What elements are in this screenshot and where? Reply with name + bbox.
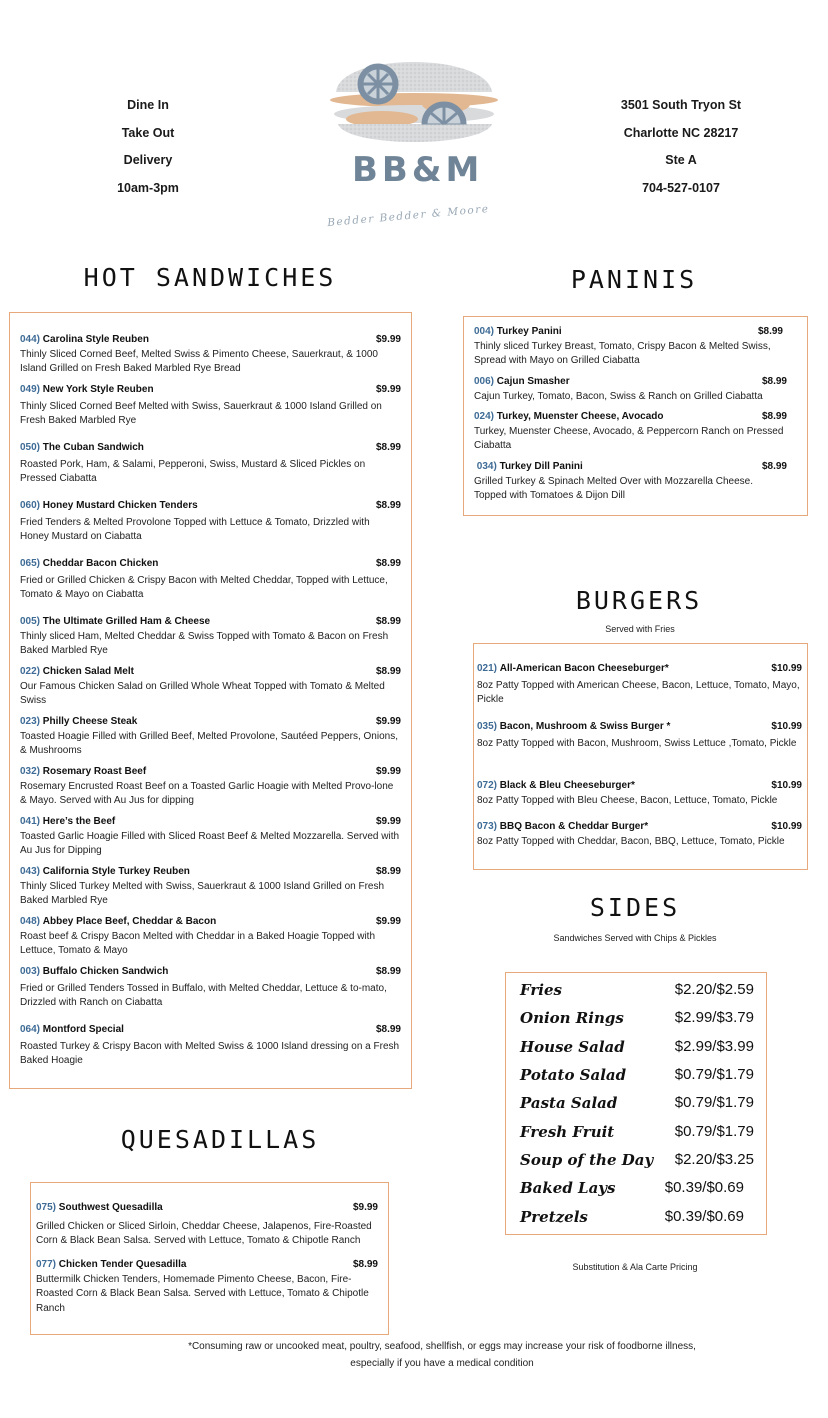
menu-item: 075) Southwest Quesadilla $9.99 Grilled Chicken or Sliced Sirloin, Cheddar Cheese, Jalapenos, Fire-Roasted Corn & Black Bean Salsa. Served with Lettuce, Tomato & Chipotle Ranch [36,1202,378,1247]
side-item: Soup of the Day $2.20/$3.25 [520,1151,754,1169]
burgers-title: BURGERS [575,586,703,615]
side-item: House Salad $2.99/$3.99 [520,1038,754,1056]
burgers-box [473,643,808,870]
menu-item: 021) All-American Bacon Cheeseburger* $10.99 8oz Patty Topped with American Cheese, Bacon, Lettuce, Tomato, Mayo, Pickle [477,663,802,706]
menu-item: 041) Here’s the Beef $9.99 Toasted Garlic Hoagie Filled with Sliced Roast Beef & Melted Mozzarella. Served with Au Jus for Dipping [20,816,401,857]
service-dine-in: Dine In [127,98,169,112]
side-item: Onion Rings $2.99/$3.79 [520,1009,754,1027]
menu-item: 034) Turkey Dill Panini $8.99 Grilled Turkey & Spinach Melted Over with Mozzarella Cheese. Topped with Tomatoes & Dijon Dill [474,461,787,502]
menu-item: 003) Buffalo Chicken Sandwich $8.99 Fried or Grilled Tenders Tossed in Buffalo, with Melted Cheddar, Lettuce & to-mato, Drizzled with Ranch on Ciabatta [20,966,401,1009]
menu-item: 077) Chicken Tender Quesadilla $8.99 Buttermilk Chicken Tenders, Homemade Pimento Cheese, Bacon, Fire-Roasted Corn & Black Bean Salsa. Served with Lettuce, Tomato & Chipotle Ranch [36,1259,378,1314]
service-take-out: Take Out [121,125,175,140]
menu-item: 072) Black & Bleu Cheeseburger* $10.99 8oz Patty Topped with Bleu Cheese, Bacon, Lettuce, Tomato, Pickle [477,780,802,806]
burgers-note: Served with Fries [605,624,675,634]
side-item: Potato Salad $0.79/$1.79 [520,1066,754,1084]
side-item: Fresh Fruit $0.79/$1.79 [520,1123,754,1141]
sides-title: SIDES [589,893,681,922]
menu-item: 022) Chicken Salad Melt $8.99 Our Famous Chicken Salad on Grilled Whole Wheat Topped with Tomato & Melted Swiss [20,666,401,707]
paninis-title: PANINIS [570,265,698,294]
address-info [596,92,766,202]
menu-item: 049) New York Style Reuben $9.99 Thinly Sliced Corned Beef Melted with Swiss, Sauerkraut & 1000 Island Grilled on Fresh Baked Marbled Rye [20,384,401,427]
menu-item: 064) Montford Special $8.99 Roasted Turkey & Crispy Bacon with Melted Swiss & 1000 Island dressing on a Fresh Baked Hoagie [20,1024,401,1067]
logo-burger-icon [326,44,502,150]
brand-tagline: Bedder Bedder & Moore [326,202,490,230]
menu-item: 073) BBQ Bacon & Cheddar Burger* $10.99 8oz Patty Topped with Cheddar, Bacon, BBQ, Lettuce, Tomato, Pickle [477,821,802,847]
service-hours: 10am-3pm [117,180,179,195]
food-safety-disclaimer [100,1338,784,1372]
side-item: Fries $2.20/$2.59 [520,981,754,999]
quesadillas-box [30,1182,389,1335]
hot-sandwiches-title: HOT SANDWICHES [83,263,337,292]
menu-item: 032) Rosemary Roast Beef $9.99 Rosemary Encrusted Roast Beef on a Toasted Garlic Hoagie with Melted Provo-lone & Mayo. Served with Au Jus for dipping [20,766,401,807]
side-item: Pasta Salad $0.79/$1.79 [520,1094,754,1112]
paninis-box [463,316,808,516]
menu-item: 044) Carolina Style Reuben $9.99 Thinly Sliced Corned Beef, Melted Swiss & Pimento Cheese, Sauerkraut, & 1000 Island Grilled on Fresh Baked Marbled Rye Bread [20,334,401,375]
menu-item: 060) Honey Mustard Chicken Tenders $8.99 Fried Tenders & Melted Provolone Topped with Lettuce & Tomato, Drizzled with Honey Mustard on Ciabatta [20,500,401,543]
menu-item: 006) Cajun Smasher $8.99 Cajun Turkey, Tomato, Bacon, Swiss & Ranch on Grilled Ciabatta [474,376,787,402]
menu-item: 035) Bacon, Mushroom & Swiss Burger * $10.99 8oz Patty Topped with Bacon, Mushroom, Swiss Lettuce ,Tomato, Pickle [477,721,802,749]
sides-note: Sandwiches Served with Chips & Pickles [553,933,717,943]
menu-item: 065) Cheddar Bacon Chicken $8.99 Fried or Grilled Chicken & Crispy Bacon with Melted Cheddar, Topped with Lettuce, Tomato & Mayo on Ciabatta [20,558,401,601]
menu-item: 023) Philly Cheese Steak $9.99 Toasted Hoagie Filled with Grilled Beef, Melted Provolone, Sautéed Peppers, Onions, & Mushrooms [20,716,401,757]
address-street: 3501 South Tryon St [620,98,742,112]
disclaimer-line-1: *Consuming raw or uncooked meat, poultry, seafood, shellfish, or eggs may increase your risk of foodborne illness, [188,1341,696,1352]
hot-sandwiches-box [9,312,412,1089]
service-info [72,92,224,202]
menu-item: 004) Turkey Panini $8.99 Thinly sliced Turkey Breast, Tomato, Crispy Bacon & Melted Swiss, Spread with Mayo on Grilled Ciabatta [474,326,783,367]
side-item: Baked Lays $0.39/$0.69 [520,1179,744,1197]
menu-item: 005) The Ultimate Grilled Ham & Cheese $8.99 Thinly sliced Ham, Melted Cheddar & Swiss Topped with Tomato & Bacon on Fresh Baked Marbled Rye [20,616,401,657]
sides-box [505,972,767,1235]
menu-item: 048) Abbey Place Beef, Cheddar & Bacon $9.99 Roast beef & Crispy Bacon Melted with Cheddar in a Baked Hoagie Topped with Lettuce, Tomato & Mayo [20,916,401,957]
brand-name: BB&M [352,150,484,190]
phone-number: 704-527-0107 [642,180,720,195]
menu-item: 024) Turkey, Muenster Cheese, Avocado $8.99 Turkey, Muenster Cheese, Avocado, & Peppercorn Ranch on Pressed Ciabatta [474,411,787,452]
menu-item: 043) California Style Turkey Reuben $8.99 Thinly Sliced Turkey Melted with Swiss, Sauerkraut & 1000 Island Grilled on Fresh Baked Marbled Rye [20,866,401,907]
menu-item: 050) The Cuban Sandwich $8.99 Roasted Pork, Ham, & Salami, Pepperoni, Swiss, Mustard & Sliced Pickles on Pressed Ciabatta [20,442,401,485]
address-suite: Ste A [665,153,697,167]
sides-footnote: Substitution & Ala Carte Pricing [572,1262,698,1272]
side-item: Pretzels $0.39/$0.69 [520,1208,744,1226]
address-city: Charlotte NC 28217 [623,125,739,140]
service-delivery: Delivery [123,153,173,167]
disclaimer-line-2: especially if you have a medical condition [350,1358,534,1369]
quesadillas-title: QUESADILLAS [120,1125,320,1154]
